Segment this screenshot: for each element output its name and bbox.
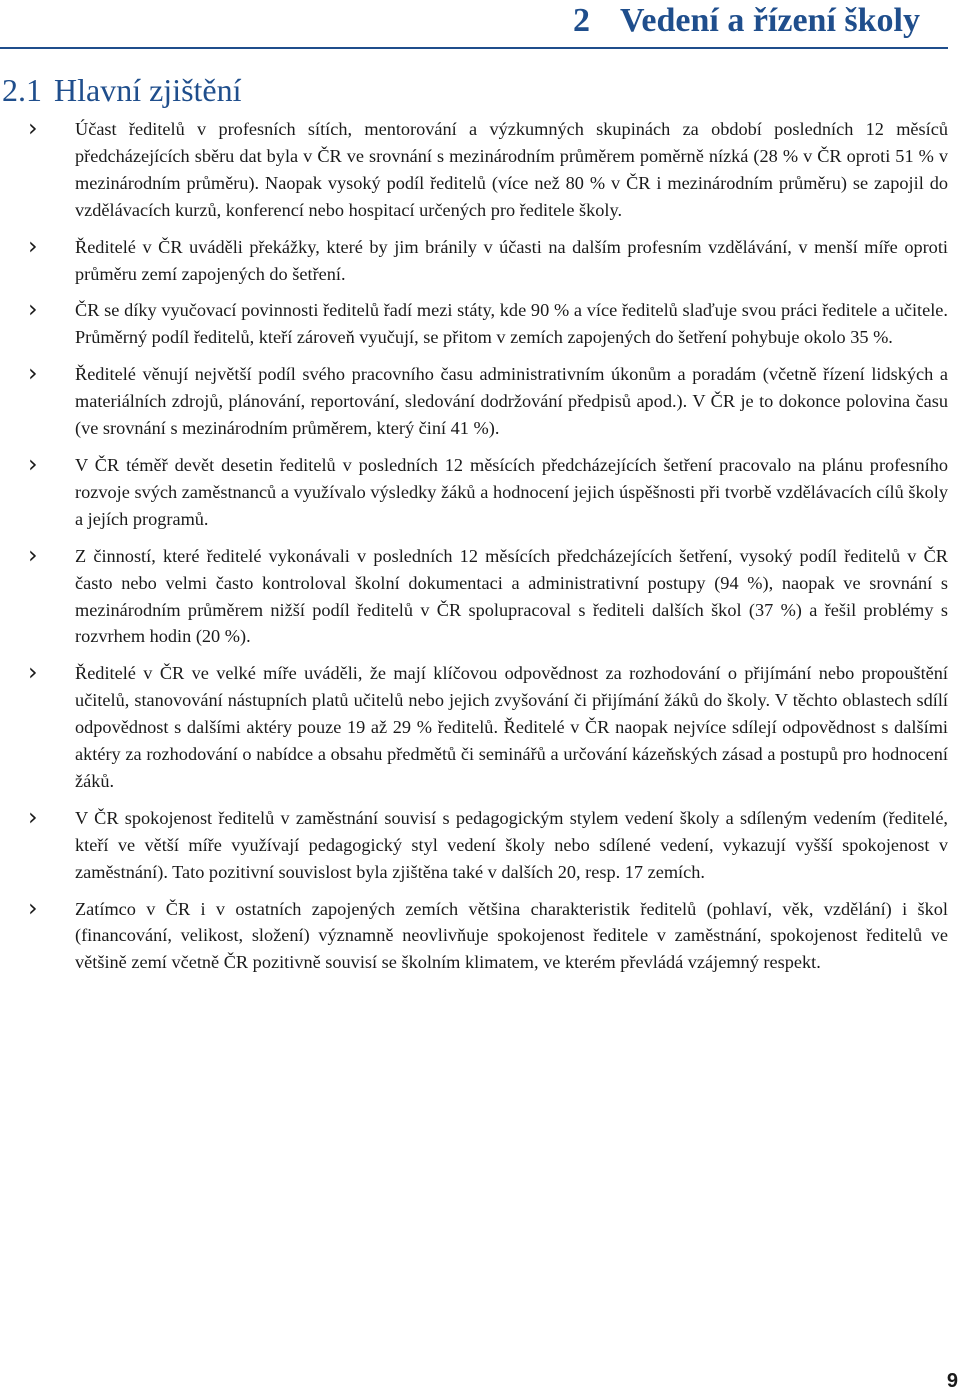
bullet-chevron-icon: › [28, 893, 38, 922]
section-title [2, 72, 242, 109]
bullet-chevron-icon: › [28, 802, 38, 831]
bullet-chevron-icon: › [28, 114, 38, 142]
bullet-chevron-icon: › [28, 231, 38, 260]
bullet-chevron-icon: › [28, 359, 38, 388]
chapter-title-text: Vedení a řízení školy [619, 2, 920, 39]
list-item [0, 116, 948, 224]
chapter-title [573, 2, 920, 40]
bullet-chevron-icon: › [28, 449, 38, 478]
list-item [0, 893, 948, 977]
list-item [0, 540, 948, 651]
bullet-text: Z činností, které ředitelé vykonávali v posledních 12 měsících předcházejících šetření, vysoký podíl ředitelů v ČR často nebo velmi často kontroloval školní dokumentaci a administrativní postupy (94 %), naopak ve srovnání s mezinárodním průměrem nižší podíl ředitelů v ČR spolupracoval s řediteli dalších škol (37 %) a řešil problémy s rozvrhem hodin (20 %). [75, 545, 948, 647]
list-item [0, 297, 948, 351]
bullet-chevron-icon: › [28, 295, 38, 324]
bullet-text: Ředitelé věnují největší podíl svého pracovního času administrativním úkonům a poradám (včetně řízení lidských a materiálních zdrojů, plánování, reportování, sledování dodržování předpisů apod.). V ČR je to dokonce polovina času (ve srovnání s mezinárodním průměrem, který činí 41 %). [75, 364, 948, 439]
list-item [0, 660, 948, 795]
section-title-text: Hlavní zjištění [54, 72, 242, 108]
findings-list [0, 116, 948, 986]
bullet-chevron-icon: › [28, 658, 38, 687]
list-item [0, 231, 948, 288]
list-item [0, 361, 948, 442]
bullet-text: Zatímco v ČR i v ostatních zapojených zemích většina charakteristik ředitelů (pohlaví, věk, vzdělání) i škol (financování, velikost, složení) významně neovlivňuje spokojenost ředitele v zaměstnání, spokojenost ředitelů ve většině zemí včetně ČR pozitivně souvisí se školním klimatem, ve kterém převládá vzájemný respekt. [75, 898, 948, 973]
bullet-text: ČR se díky vyučovací povinnosti ředitelů řadí mezi státy, kde 90 % a více ředitelů slaďuje svou práci ředitele a učitele. Průměrný podíl ředitelů, kteří zároveň vyučují, se přitom v zemích zapojených do šetření pohybuje okolo 35 %. [75, 300, 948, 348]
page-number: 9 [946, 1370, 958, 1392]
chapter-header [0, 0, 948, 49]
section-number: 2.1 [2, 72, 42, 108]
list-item [0, 449, 948, 533]
bullet-text: Účast ředitelů v profesních sítích, mentorování a výzkumných skupinách za období posledních 12 měsíců předcházejících sběru dat byla v ČR ve srovnání s mezinárodním průměrem poměrně nízká (28 % v ČR oproti 51 % v mezinárodním průměru). Naopak vysoký podíl ředitelů (více než 80 % v ČR i mezinárodním průměru) se zapojil do vzdělávacích kurzů, konferencí nebo hospitací určených pro ředitele školy. [75, 119, 948, 220]
bullet-text: V ČR téměř devět desetin ředitelů v posledních 12 měsících předcházejících šetření pracovalo na plánu profesního rozvoje svých zaměstnanců a využívalo výsledky žáků a hodnocení jejich úspěšnosti při tvorbě vzdělávacích cílů školy a jejích programů. [75, 454, 948, 529]
bullet-chevron-icon: › [28, 540, 38, 569]
bullet-text: V ČR spokojenost ředitelů v zaměstnání souvisí s pedagogickým stylem vedení školy a sdíleným vedením (ředitelé, kteří ve větší míře využívají pedagogický styl vedení školy nebo sdílené vedení, vykazují vyšší spokojenost v zaměstnání). Tato pozitivní souvislost byla zjištěna také v dalších 20, resp. 17 zemích. [75, 807, 948, 882]
chapter-number: 2 [572, 2, 590, 39]
list-item [0, 802, 948, 886]
bullet-text: Ředitelé v ČR uváděli překážky, které by jim bránily v účasti na dalším profesním vzdělávání, v menší míře oproti průměru zemí zapojených do šetření. [75, 236, 948, 284]
bullet-text: Ředitelé v ČR ve velké míře uváděli, že mají klíčovou odpovědnost za rozhodování o přijímání nebo propouštění učitelů, stanovování nástupních platů učitelů nebo jejich zvyšování či přijímání žáků do školy. V těchto oblastech sdílí odpovědnost s dalšími aktéry pouze 19 až 29 % ředitelů. Ředitelé v ČR naopak nejvíce sdílejí odpovědnost s dalšími aktéry za rozhodování o nabídce a obsahu předmětů či seminářů a určování kázeňských zásad a postupů pro hodnocení žáků. [75, 663, 948, 791]
